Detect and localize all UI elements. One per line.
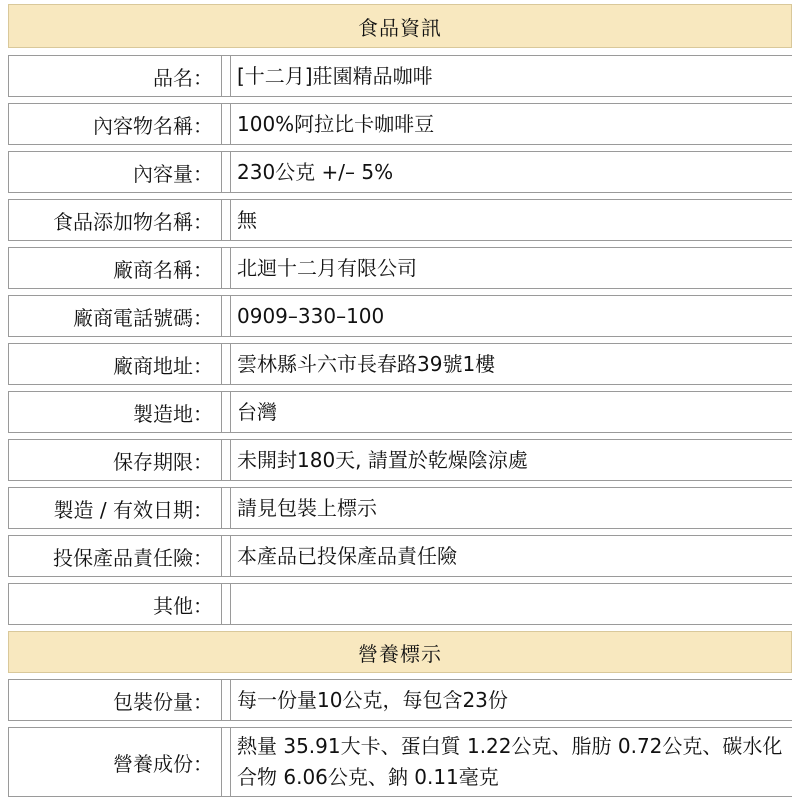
- info-value: 230公克 +/– 5%: [230, 152, 792, 192]
- info-label: 內容量：: [9, 152, 222, 192]
- info-value: 北迴十二月有限公司: [230, 248, 792, 288]
- info-label: 保存期限：: [9, 440, 222, 480]
- nutrition-label: 包裝份量：: [9, 680, 222, 720]
- info-value: 0909–330–100: [230, 296, 792, 336]
- info-label: 品名：: [9, 56, 222, 96]
- info-row-product-name: [8, 55, 792, 97]
- nutrition-header: [8, 631, 792, 673]
- info-label: 其他：: [9, 584, 222, 624]
- info-row-phone: [8, 295, 792, 337]
- info-value: 未開封180天, 請置於乾燥陰涼處: [230, 440, 792, 480]
- nutrition-row-serving: [8, 679, 792, 721]
- info-row-manufacturer: [8, 247, 792, 289]
- info-row-net-content: [8, 151, 792, 193]
- nutrition-label: 營養成份：: [9, 728, 222, 796]
- nutrition-row-facts: [8, 727, 792, 797]
- info-label: 食品添加物名稱：: [9, 200, 222, 240]
- nutrition-value: 熱量 35.91大卡、蛋白質 1.22公克、脂肪 0.72公克、碳水化合物 6.06公克、鈉 0.11毫克: [230, 728, 792, 796]
- info-row-dates: [8, 487, 792, 529]
- nutrition-title: 營養標示: [358, 641, 442, 666]
- info-label: 內容物名稱：: [9, 104, 222, 144]
- info-value: [十二月]莊園精品咖啡: [230, 56, 792, 96]
- info-label: 廠商地址：: [9, 344, 222, 384]
- info-value: 無: [230, 200, 792, 240]
- info-row-ingredients: [8, 103, 792, 145]
- info-row-additives: [8, 199, 792, 241]
- info-label: 投保產品責任險：: [9, 536, 222, 576]
- info-row-origin: [8, 391, 792, 433]
- info-value: 本產品已投保產品責任險: [230, 536, 792, 576]
- info-label: 製造 / 有效日期：: [9, 488, 222, 528]
- food-info-title: 食品資訊: [358, 15, 442, 40]
- info-row-insurance: [8, 535, 792, 577]
- food-info-header: [8, 4, 792, 48]
- info-row-address: [8, 343, 792, 385]
- info-row-other: [8, 583, 792, 625]
- info-value: 請見包裝上標示: [230, 488, 792, 528]
- info-value: 雲林縣斗六市長春路39號1樓: [230, 344, 792, 384]
- info-row-shelf-life: [8, 439, 792, 481]
- info-label: 廠商名稱：: [9, 248, 222, 288]
- info-value: [230, 584, 792, 624]
- info-label: 廠商電話號碼：: [9, 296, 222, 336]
- info-value: 100%阿拉比卡咖啡豆: [230, 104, 792, 144]
- nutrition-value: 每一份量10公克，每包含23份: [230, 680, 792, 720]
- info-label: 製造地：: [9, 392, 222, 432]
- info-value: 台灣: [230, 392, 792, 432]
